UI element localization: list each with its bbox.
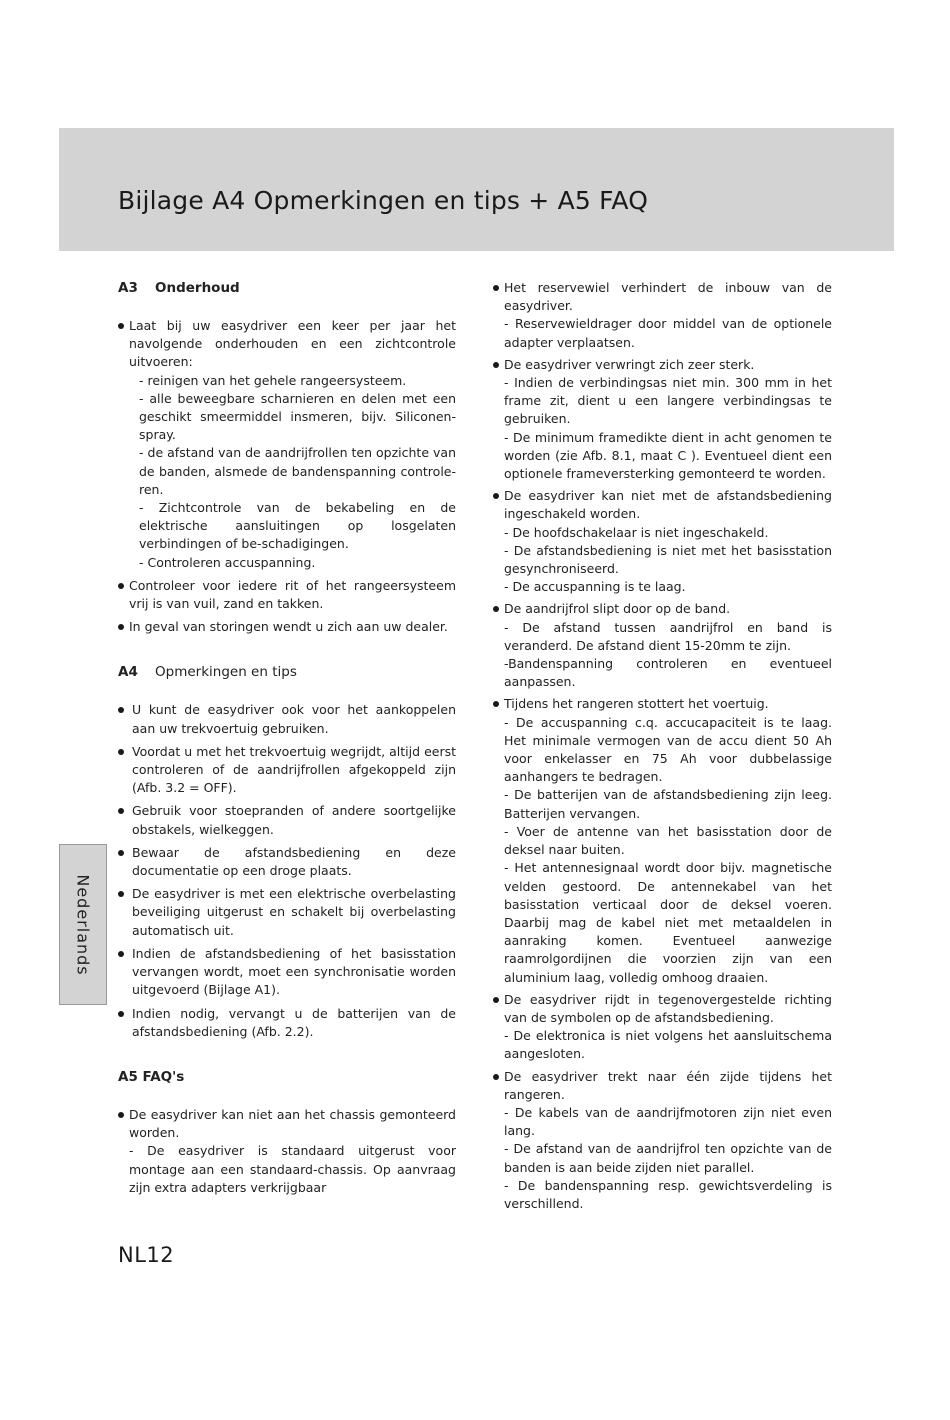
list-item: Indien nodig, vervangt u de batterijen van de afstandsbediening (Afb. 2.2). (118, 1005, 456, 1041)
language-tab-label: Nederlands (73, 873, 93, 976)
spacer (118, 641, 456, 663)
faq-answer: - De hoofdschakelaar is niet ingeschakeld. (504, 524, 769, 540)
faq-item (493, 1068, 832, 1214)
sub-item: - reinigen van het gehele rangeersysteem. (139, 372, 407, 388)
section-a5-heading: A5 FAQ's (118, 1068, 185, 1085)
faq-answer: - De elektronica is niet volgens het aansluitschema aangesloten. (504, 1028, 832, 1062)
faq-question: De easydriver rijdt in tegenovergestelde richting van de symbolen op de afstandsbediening. (504, 991, 832, 1025)
section-a4-heading (118, 663, 456, 681)
section-a3-number: A3 (118, 280, 138, 296)
faq-left-list (118, 1106, 456, 1197)
list-item: Bewaar de afstandsbediening en deze documentatie op een droge plaats. (118, 844, 456, 880)
faq-question: De easydriver kan niet aan het chassis gemonteerd worden. (129, 1106, 456, 1141)
sub-item: - alle beweegbare scharnieren en delen met een geschikt smeermiddel insmeren, bijv. Siliconen-spray. (139, 390, 456, 443)
faq-answer: - Het antennesignaal wordt door bijv. magnetische velden gestoord. De antennekabel van het basisstation verticaal door de deksel voeren. Daarbij mag de kabel niet met metaaldelen in aanraking komen. Eventueel aanwezige raamrolgordijnen die voorzien zijn van een aluminium laag, volledig omhoog draaien. (504, 860, 832, 985)
list-item (118, 618, 456, 636)
language-tab (59, 844, 107, 1005)
faq-question: De easydriver kan niet met de afstandsbediening ingeschakeld worden. (504, 488, 832, 522)
faq-item (493, 356, 832, 483)
faq-answer: - Reservewieldrager door middel van de optionele adapter verplaatsen. (504, 316, 832, 350)
faq-right-list (493, 279, 832, 1213)
faq-question: De easydriver verwringt zich zeer sterk. (504, 356, 755, 372)
sub-item: - Zichtcontrole van de bekabeling en de elektrische aansluitingen op losgelaten verbindingen of be-schadigingen. (139, 500, 456, 552)
section-a4-number: A4 (118, 664, 138, 681)
faq-answer: - Indien de verbindingsas niet min. 300 mm in het frame zit, dient u een langere verbindingsas te gebruiken. (504, 375, 832, 427)
sub-item: - Controleren accuspanning. (139, 554, 316, 570)
page-number: NL12 (118, 1243, 175, 1267)
faq-answer: -Bandenspanning controleren en eventueel aanpassen. (504, 656, 832, 690)
list-item (118, 577, 456, 613)
faq-answer: - De afstand van de aandrijfrol ten opzichte van de banden is aan beide zijden niet parallel. (504, 1141, 832, 1175)
list-item-text: Laat bij uw easydriver een keer per jaar het navolgende onderhouden en een zichtcontrole uitvoeren: (129, 318, 456, 370)
section-a3-title: Onderhoud (155, 280, 240, 296)
faq-answer: - De accuspanning is te laag. (504, 579, 686, 595)
spacer (118, 1046, 456, 1068)
faq-answer: - Voer de antenne van het basisstation door de deksel naar buiten. (504, 823, 832, 858)
list-item: Indien de afstandsbediening of het basisstation vervangen wordt, moet een synchronisatie worden uitgevoerd (Bijlage A1). (118, 945, 456, 1000)
faq-item (493, 991, 832, 1064)
list-item-text: In geval van storingen wendt u zich aan uw dealer. (129, 619, 448, 635)
section-a3-heading (118, 279, 456, 297)
faq-question: De easydriver trekt naar één zijde tijdens het rangeren. (504, 1068, 832, 1102)
list-item: Voordat u met het trekvoertuig wegrijdt, altijd eerst controleren of de aandrijfrollen afgekoppeld zijn (Afb. 3.2 = OFF). (118, 743, 456, 798)
faq-item (493, 600, 832, 691)
faq-item (493, 487, 832, 596)
section-a3-list (118, 317, 456, 636)
list-item: Gebruik voor stoepranden of andere soortgelijke obstakels, wielkeggen. (118, 802, 456, 838)
faq-question: Tijdens het rangeren stottert het voertuig. (504, 696, 769, 712)
section-a4-title: Opmerkingen en tips (155, 664, 297, 681)
faq-item (493, 695, 832, 986)
faq-item (118, 1106, 456, 1197)
faq-question: De aandrijfrol slipt door op de band. (504, 601, 731, 617)
faq-answer: - De easydriver is standaard uitgerust voor montage aan een standaard-chassis. Op aanvraag zijn extra adapters verkrijgbaar (129, 1143, 456, 1195)
faq-item (493, 279, 832, 352)
section-a4-list (118, 701, 456, 1040)
list-item: U kunt de easydriver ook voor het aankoppelen aan uw trekvoertuig gebruiken. (118, 701, 456, 737)
faq-answer: - De batterijen van de afstandsbediening zijn leeg. Batterijen vervangen. (504, 787, 832, 821)
faq-answer: - De accuspanning c.q. accucapaciteit is te laag. Het minimale vermogen van de accu dient 50 Ah voor enkelasser en 75 Ah voor dubbelassige aanhangers te bedragen. (504, 714, 832, 785)
sub-list (129, 372, 456, 572)
faq-answer: - De afstandsbediening is niet met het basisstation gesynchroniseerd. (504, 542, 832, 577)
faq-answer: - De bandenspanning resp. gewichtsverdeling is verschillend. (504, 1177, 832, 1211)
list-item (118, 317, 456, 572)
faq-answer: - De minimum framedikte dient in acht genomen te worden (zie Afb. 8.1, maat C ). Eventueel dient een optionele frameversterking gemonteerd te worden. (504, 429, 832, 482)
sub-item: - de afstand van de aandrijfrollen ten opzichte van de banden, alsmede de bandenspanning controle-ren. (139, 445, 456, 497)
left-column (118, 279, 456, 1202)
faq-answer: - De kabels van de aandrijfmotoren zijn niet even lang. (504, 1104, 832, 1139)
faq-answer: - De afstand tussen aandrijfrol en band is veranderd. De afstand dient 15-20mm te zijn. (504, 619, 832, 653)
list-item-text: Controleer voor iedere rit of het rangeersysteem vrij is van vuil, zand en takken. (129, 577, 456, 612)
faq-question: Het reservewiel verhindert de inbouw van de easydriver. (504, 280, 832, 314)
page-title: Bijlage A4 Opmerkingen en tips + A5 FAQ (118, 186, 649, 215)
right-column (493, 279, 832, 1217)
list-item: De easydriver is met een elektrische overbelasting beveiliging uitgerust en schakelt bij overbelasting automatisch uit. (118, 885, 456, 940)
